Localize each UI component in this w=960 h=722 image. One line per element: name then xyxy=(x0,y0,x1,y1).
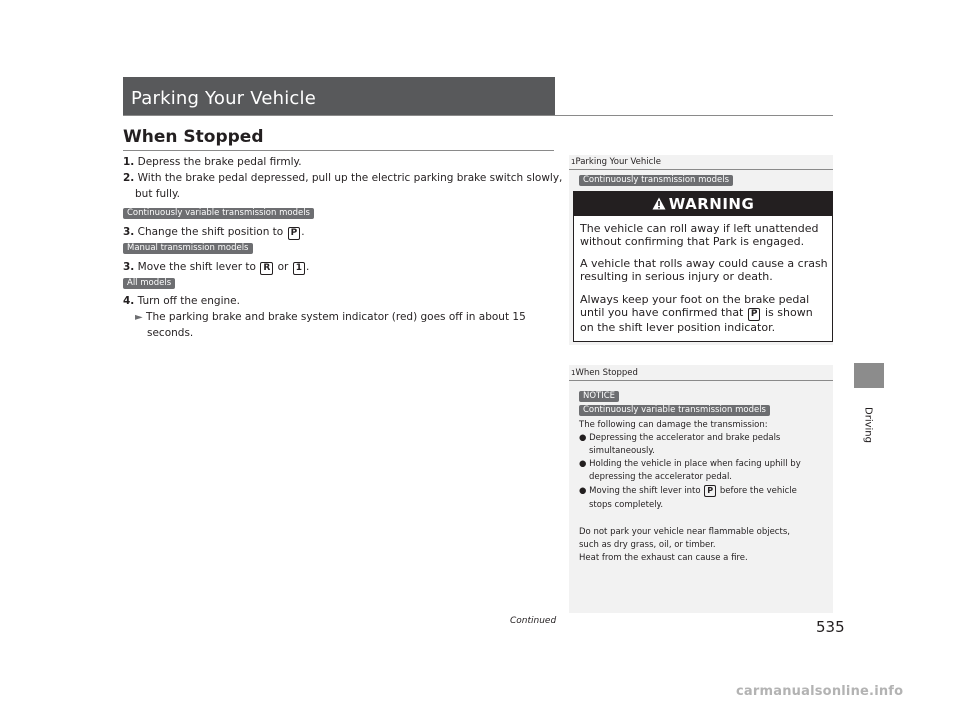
step-number: 1. xyxy=(123,156,135,168)
note-rule xyxy=(569,380,833,381)
bullet-icon: ● xyxy=(579,459,587,469)
warning-line: on the shift lever position indicator. xyxy=(580,321,776,334)
bullet-text: Holding the vehicle in place when facing uphill by xyxy=(589,459,801,469)
notice-intro: The following can damage the transmission: xyxy=(579,420,768,430)
chapter-side-label-text: Driving xyxy=(862,407,874,443)
step-4-sub xyxy=(135,309,526,326)
warning-line: A vehicle that rolls away could cause a crash xyxy=(580,257,828,270)
warning-label: WARNING xyxy=(668,195,755,213)
section-title: When Stopped xyxy=(123,127,264,147)
step-2-cont xyxy=(135,186,180,202)
warning-box xyxy=(573,191,833,342)
note-title-when-stopped xyxy=(571,368,638,378)
bullet-text: Depressing the accelerator and brake pedals xyxy=(589,433,781,443)
punctuation: . xyxy=(301,226,305,238)
step-subtext: seconds. xyxy=(147,327,194,339)
step-number: 4. xyxy=(123,295,135,307)
warning-text: is shown xyxy=(764,306,813,319)
warning-para-3 xyxy=(580,293,830,334)
bullet-3 xyxy=(579,485,797,498)
bullet-1 xyxy=(579,432,780,445)
bullet-text: simultaneously. xyxy=(589,446,655,456)
bullet-icon: ● xyxy=(579,433,587,443)
note-paragraph-line: Heat from the exhaust can cause a fire. xyxy=(579,553,748,563)
note-paragraph-line: Do not park your vehicle near flammable objects, xyxy=(579,527,790,537)
step-1 xyxy=(123,154,302,170)
step-number: 2. xyxy=(123,172,135,184)
note-title-text: When Stopped xyxy=(575,368,638,378)
step-text: Turn off the engine. xyxy=(137,295,240,307)
arrow-right-icon: ► xyxy=(135,312,143,323)
step-number: 3. xyxy=(123,226,135,238)
warning-text: until you have confirmed that xyxy=(580,306,744,319)
continued-label: Continued xyxy=(510,616,557,626)
chapter-side-label xyxy=(846,400,890,450)
step-text: With the brake pedal depressed, pull up the electric parking brake switch slowly, xyxy=(137,172,563,184)
bullet-icon: ● xyxy=(579,486,587,496)
warning-line xyxy=(580,306,830,321)
note-rule xyxy=(569,169,833,170)
page-title: Parking Your Vehicle xyxy=(131,88,316,109)
step-text: but fully. xyxy=(135,188,181,200)
chapter-header-bar xyxy=(123,77,555,115)
page-number: 535 xyxy=(816,618,845,636)
notice-tag: NOTICE xyxy=(579,391,619,402)
warning-header xyxy=(574,192,832,216)
note-marker: 1 xyxy=(571,158,576,166)
section-rule xyxy=(123,150,554,151)
manual-models-tag: Manual transmission models xyxy=(123,243,253,254)
watermark: carmanualsonline.info xyxy=(736,684,904,699)
note-paragraph-line: such as dry grass, oil, or timber. xyxy=(579,540,716,550)
bullet-text: Moving the shift lever into xyxy=(589,486,701,496)
bullet-2 xyxy=(579,458,801,471)
note-cvt-tag: Continuously transmission models xyxy=(579,175,733,186)
step-subtext: The parking brake and brake system indicator (red) goes off in about 15 xyxy=(146,311,526,323)
warning-para-1 xyxy=(580,222,830,248)
step-3-manual xyxy=(123,259,309,275)
warning-line: without confirming that Park is engaged. xyxy=(580,235,805,248)
all-models-tag: All models xyxy=(123,278,175,289)
shift-position-p-key: P xyxy=(288,227,301,240)
step-text: or xyxy=(277,261,289,273)
warning-triangle-icon xyxy=(652,197,666,210)
shift-position-p-key: P xyxy=(704,485,716,497)
step-text: Depress the brake pedal firmly. xyxy=(137,156,302,168)
warning-para-2 xyxy=(580,257,830,283)
punctuation: . xyxy=(305,261,310,273)
cvt-models-tag: Continuously variable transmission models xyxy=(123,208,314,219)
warning-line: Always keep your foot on the brake pedal xyxy=(580,293,810,306)
shift-position-1-key: 1 xyxy=(293,262,305,275)
bullet-text: before the vehicle xyxy=(719,486,797,496)
step-4 xyxy=(123,293,240,309)
step-3-cvt xyxy=(123,224,305,240)
shift-position-r-key: R xyxy=(260,262,273,275)
note-title-parking xyxy=(571,157,661,167)
note-title-text: Parking Your Vehicle xyxy=(575,157,661,167)
header-rule xyxy=(123,115,833,116)
chapter-tab-marker xyxy=(854,363,884,388)
step-number: 3. xyxy=(123,261,135,273)
warning-line: resulting in serious injury or death. xyxy=(580,270,773,283)
note-cvt-tag: Continuously variable transmission models xyxy=(579,405,770,416)
step-4-sub-cont xyxy=(147,325,193,341)
step-text: Move the shift lever to xyxy=(137,261,256,273)
note-marker: 1 xyxy=(571,369,576,377)
step-text: Change the shift position to xyxy=(137,226,284,238)
bullet-text: stops completely. xyxy=(589,500,664,510)
shift-position-p-key: P xyxy=(748,308,761,321)
bullet-text: depressing the accelerator pedal. xyxy=(589,472,733,482)
step-2 xyxy=(123,170,562,186)
warning-line: The vehicle can roll away if left unattended xyxy=(580,222,819,235)
